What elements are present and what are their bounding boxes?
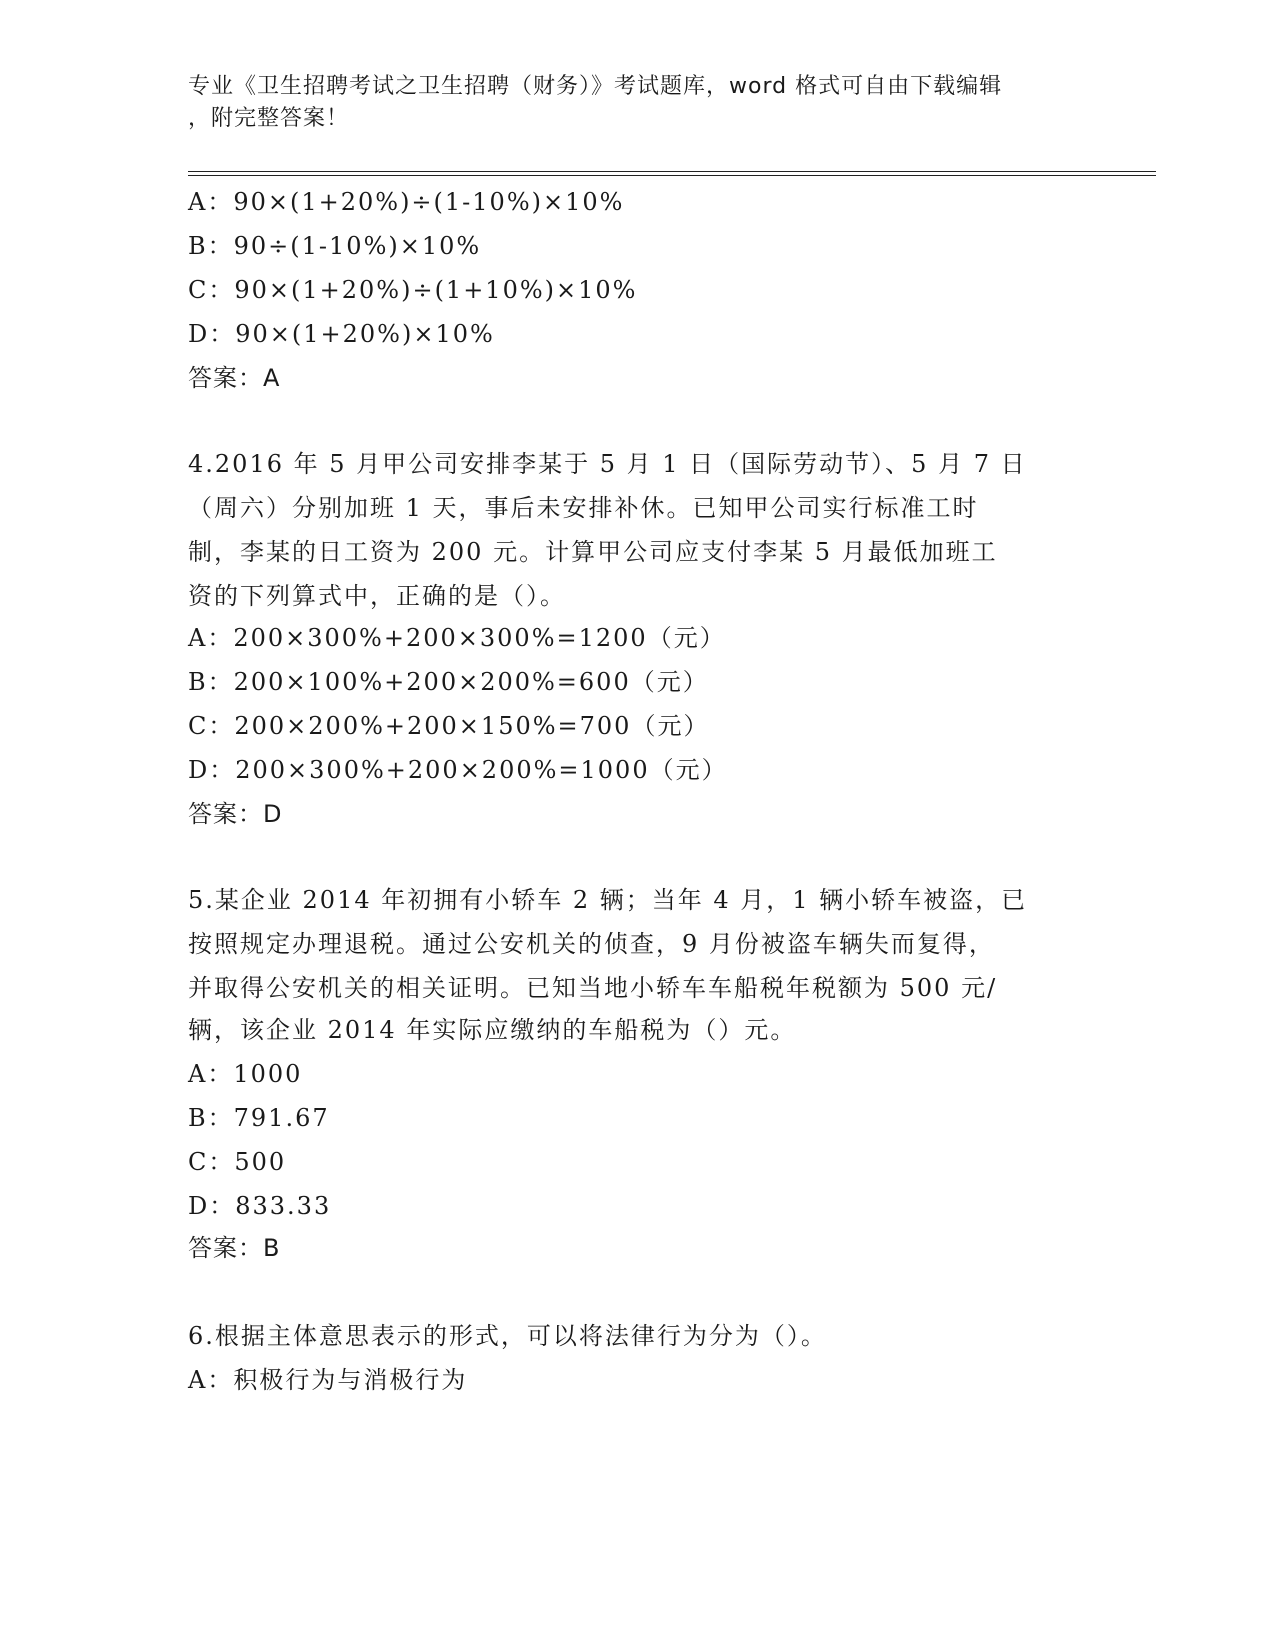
q4-stem-line-2: （周六）分别加班 1 天，事后未安排补休。已知甲公司实行标准工时 <box>188 494 979 522</box>
q4-option-a: A：200×300%+200×300%=1200（元） <box>188 624 726 652</box>
header-divider-top <box>188 171 1156 172</box>
q4-stem-line-1: 4.2016 年 5 月甲公司安排李某于 5 月 1 日（国际劳动节）、5 月 7 日 <box>188 450 1027 478</box>
q3-option-b: B：90÷(1-10%)×10% <box>188 232 482 260</box>
q4-option-b: B：200×100%+200×200%=600（元） <box>188 668 709 696</box>
q5-answer: 答案：B <box>188 1234 281 1262</box>
q5-stem-line-1: 5.某企业 2014 年初拥有小轿车 2 辆；当年 4 月，1 辆小轿车被盗，已 <box>188 886 1028 914</box>
q4-stem-line-4: 资的下列算式中，正确的是（）。 <box>188 582 566 610</box>
q5-option-d: D：833.33 <box>188 1192 332 1220</box>
q5-stem-line-4: 辆，该企业 2014 年实际应缴纳的车船税为（）元。 <box>188 1016 797 1044</box>
q6-option-a: A：积极行为与消极行为 <box>188 1366 468 1394</box>
q3-option-a: A：90×(1+20%)÷(1-10%)×10% <box>188 188 625 216</box>
q5-option-a: A：1000 <box>188 1060 303 1088</box>
q5-option-b: B：791.67 <box>188 1104 330 1132</box>
q3-answer: 答案：A <box>188 364 281 392</box>
q3-option-d: D：90×(1+20%)×10% <box>188 320 495 348</box>
q4-stem-line-3: 制，李某的日工资为 200 元。计算甲公司应支付李某 5 月最低加班工 <box>188 538 998 566</box>
q4-option-c: C：200×200%+200×150%=700（元） <box>188 712 710 740</box>
q4-option-d: D：200×300%+200×200%=1000（元） <box>188 756 728 784</box>
document-header-line-2: ，附完整答案！ <box>188 106 350 131</box>
header-divider-bottom <box>188 175 1156 176</box>
q5-stem-line-2: 按照规定办理退税。通过公安机关的侦查，9 月份被盗车辆失而复得， <box>188 930 995 958</box>
q3-option-c: C：90×(1+20%)÷(1+10%)×10% <box>188 276 638 304</box>
document-header-line-1: 专业《卫生招聘考试之卫生招聘（财务）》考试题库，word 格式可自由下载编辑 <box>188 74 1003 99</box>
q5-option-c: C：500 <box>188 1148 287 1176</box>
q5-stem-line-3: 并取得公安机关的相关证明。已知当地小轿车车船税年税额为 500 元/ <box>188 974 998 1002</box>
q4-answer: 答案：D <box>188 800 283 828</box>
q6-stem-line-1: 6.根据主体意思表示的形式，可以将法律行为分为（）。 <box>188 1322 827 1350</box>
